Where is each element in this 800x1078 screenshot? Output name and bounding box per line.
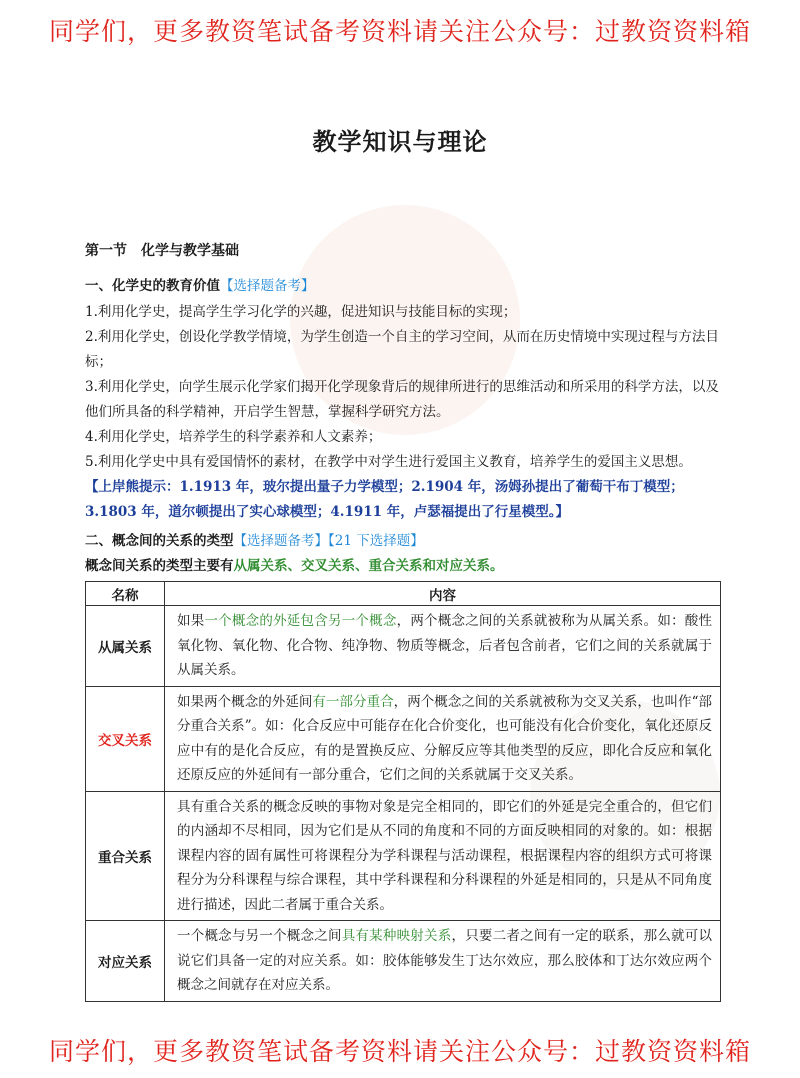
list-item: 2.利用化学史，创设化学教学情境，为学生创造一个自主的学习空间，从而在历史情境中实现过程与方法目标；: [85, 329, 719, 370]
content-text: 具有重合关系的概念反映的事物对象是完全相同的，即它们的外延是完全重合的，但它们的内涵却不尽相同，因为它们是从不同的角度和不同的方面反映相同的对象的。如：根据课程内容的固有属性可将课程分为学科课程与活动课程，根据课程内容的组织方式可将课程分为分科课程与综合课程，其中学科课程和分科课程的外延是相同的，只是从不同角度进行描述，因此二者属于重合关系。: [177, 798, 712, 913]
relations-table: [85, 581, 721, 1002]
row-name: 对应关系: [86, 921, 165, 1002]
table-row: [86, 921, 721, 1002]
content-highlight: 一个概念的外延包含另一个概念: [204, 613, 397, 629]
main-content: [85, 240, 721, 1002]
column-header-name: 名称: [86, 582, 165, 606]
list-item: 5.利用化学史中具有爱国情怀的素材，在教学中对学生进行爱国主义教育，培养学生的爱国主义思想。: [85, 454, 692, 470]
hint-note: 【上岸熊提示：1.1913 年，玻尔提出量子力学模型；2.1904 年，汤姆孙提出了葡萄干布丁模型；3.1803 年，道尔顿提出了实心球模型；4.1911 年，卢瑟福提出了行星模型。】: [85, 479, 684, 520]
intro-highlight: 从属关系、交叉关系、重合关系和对应关系。: [233, 558, 504, 574]
column-header-content: 内容: [165, 582, 721, 606]
table-header-row: [86, 582, 721, 606]
part2-tag-1: 【选择题备考】: [233, 533, 328, 549]
row-name: 重合关系: [86, 791, 165, 921]
intro-prefix: 概念间关系的类型主要有: [85, 558, 234, 574]
section-title: 第一节 化学与教学基础: [85, 243, 239, 259]
content-text: ，只要二者之间有一定的联系，那么就可以说它们具备一定的对应关系。如：胶体能够发生丁达尔效应，那么胶体和丁达尔效应两个概念之间就存在对应关系。: [177, 928, 713, 993]
table-row: [86, 686, 721, 791]
content-text: ，两个概念之间的关系就被称为交叉关系，也叫作“部分重合关系”。如：化合反应中可能存在化合价变化，也可能没有化合价变化，氧化还原反应中有的是化合反应，有的是置换反应、分解反应等其他类型的反应，即化合反应和氧化还原反应的外延间有一部分重合，它们之间的关系就属于交叉关系。: [177, 693, 713, 783]
content-text: 一个概念与另一个概念之间: [177, 928, 342, 944]
part1-heading: 一、化学史的教育价值: [85, 278, 220, 294]
row-content: [165, 686, 721, 791]
row-content: [165, 791, 721, 921]
row-name: 交叉关系: [86, 686, 165, 791]
part1-heading-row: [85, 274, 721, 294]
part2-heading-row: [85, 529, 721, 549]
row-content: [165, 921, 721, 1002]
row-name: 从属关系: [86, 606, 165, 687]
part2-tag-2: 【21 下选择题】: [328, 533, 424, 549]
table-row: [86, 606, 721, 687]
part2-intro: [85, 555, 721, 577]
top-banner: 同学们，更多教资笔试备考资料请关注公众号：过教资资料箱: [48, 17, 751, 46]
list-item: 1.利用化学史，提高学生学习化学的兴趣，促进知识与技能目标的实现；: [85, 304, 517, 320]
content-highlight: 有一部分重合: [312, 693, 394, 710]
table-row: [86, 791, 721, 921]
content-text: ，两个概念之间的关系就被称为从属关系。如：酸性氧化物、氧化物、化合物、纯净物、物质等概念，后者包含前者，它们之间的关系就属于从属关系。: [177, 613, 713, 678]
list-item: 3.利用化学史，向学生展示化学家们揭开化学现象背后的规律所进行的思维活动和所采用的科学方法，以及他们所具备的科学精神，开启学生智慧，掌握科学研究方法。: [85, 379, 719, 420]
bottom-banner: 同学们，更多教资笔试备考资料请关注公众号：过教资资料箱: [48, 1037, 751, 1066]
content-highlight: 具有某种映射关系: [341, 928, 452, 944]
list-item: 4.利用化学史，培养学生的科学素养和人文素养；: [85, 429, 382, 445]
page-title: 教学知识与理论: [312, 127, 488, 156]
part1-tag: 【选择题备考】: [220, 278, 315, 294]
content-text: 如果两个概念的外延间: [177, 693, 313, 710]
content-text: 如果: [177, 613, 205, 629]
part2-heading: 二、概念间的关系的类型: [85, 533, 234, 549]
row-content: [165, 606, 721, 687]
